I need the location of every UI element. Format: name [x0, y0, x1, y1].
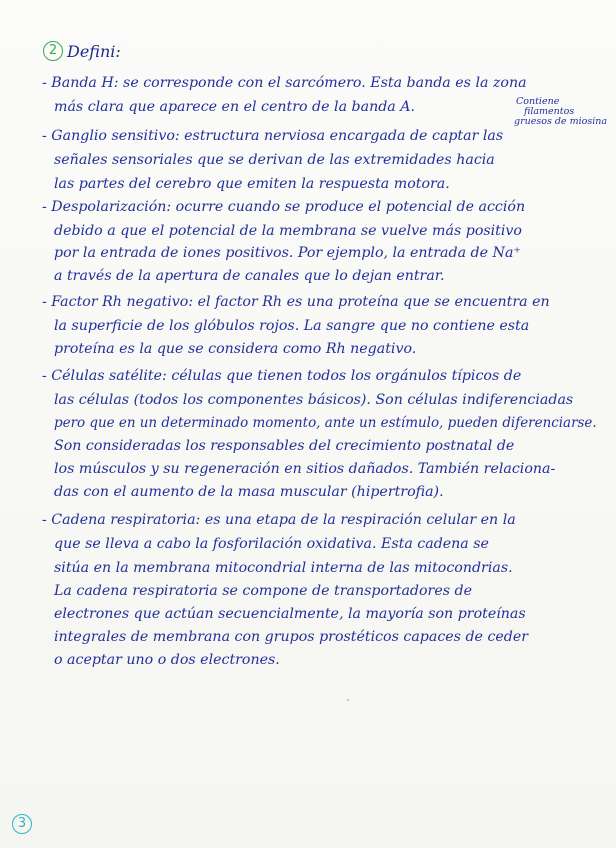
text-line: - Banda H: se corresponde con el sarcómero. Esta banda es la zona	[42, 75, 527, 91]
text-line: por la entrada de iones positivos. Por ejemplo, la entrada de Na⁺	[54, 245, 521, 261]
text-line: la superficie de los glóbulos rojos. La sangre que no contiene esta	[54, 318, 530, 334]
text-line: los músculos y su regeneración en sitios dañados. También relaciona-	[54, 461, 556, 477]
text-line: las células (todos los componentes básicos). Son células indiferenciadas	[54, 392, 574, 408]
margin-note-line: filamentos	[524, 106, 575, 117]
text-line: - Ganglio sensitivo: estructura nerviosa encargada de captar las	[42, 128, 504, 144]
text-line: - Células satélite: células que tienen todos los orgánulos típicos de	[42, 368, 522, 384]
text-line: más clara que aparece en el centro de la banda A.	[54, 99, 416, 115]
text-line: - Despolarización: ocurre cuando se produce el potencial de acción	[42, 199, 526, 215]
section-number-badge: 2	[43, 41, 63, 61]
section-title: Defini:	[67, 41, 121, 61]
text-line: - Factor Rh negativo: el factor Rh es una proteína que se encuentra en	[42, 294, 550, 310]
text-line: que se lleva a cabo la fosforilación oxidativa. Esta cadena se	[54, 536, 489, 552]
text-line: señales sensoriales que se derivan de las extremidades hacia	[54, 152, 495, 168]
text-line: o aceptar uno o dos electrones.	[54, 652, 280, 668]
text-line: das con el aumento de la masa muscular (hipertrofia).	[54, 484, 444, 500]
text-line: las partes del cerebro que emiten la respuesta motora.	[54, 176, 450, 192]
text-line: integrales de membrana con grupos prostéticos capaces de ceder	[54, 629, 529, 645]
ink-speck	[347, 699, 349, 701]
page-number-badge: 3	[12, 814, 32, 834]
text-line: La cadena respiratoria se compone de transportadores de	[54, 583, 473, 599]
bleed-through-text	[60, 46, 580, 62]
text-line: debido a que el potencial de la membrana se vuelve más positivo	[54, 223, 522, 239]
margin-note-line: Contiene	[516, 96, 560, 107]
text-line: proteína es la que se considera como Rh negativo.	[54, 341, 417, 357]
text-line: - Cadena respiratoria: es una etapa de la respiración celular en la	[42, 512, 516, 528]
section-heading	[43, 41, 121, 61]
margin-note	[514, 97, 607, 127]
text-line: pero que en un determinado momento, ante un estímulo, pueden diferenciarse.	[54, 415, 597, 431]
margin-note-line: gruesos de miosina	[514, 116, 608, 127]
text-line: sitúa en la membrana mitocondrial interna de las mitocondrias.	[54, 560, 513, 576]
text-line: a través de la apertura de canales que lo dejan entrar.	[54, 268, 445, 284]
text-line: Son consideradas los responsables del crecimiento postnatal de	[54, 438, 515, 454]
text-line: electrones que actúan secuencialmente, la mayoría son proteínas	[54, 606, 526, 622]
